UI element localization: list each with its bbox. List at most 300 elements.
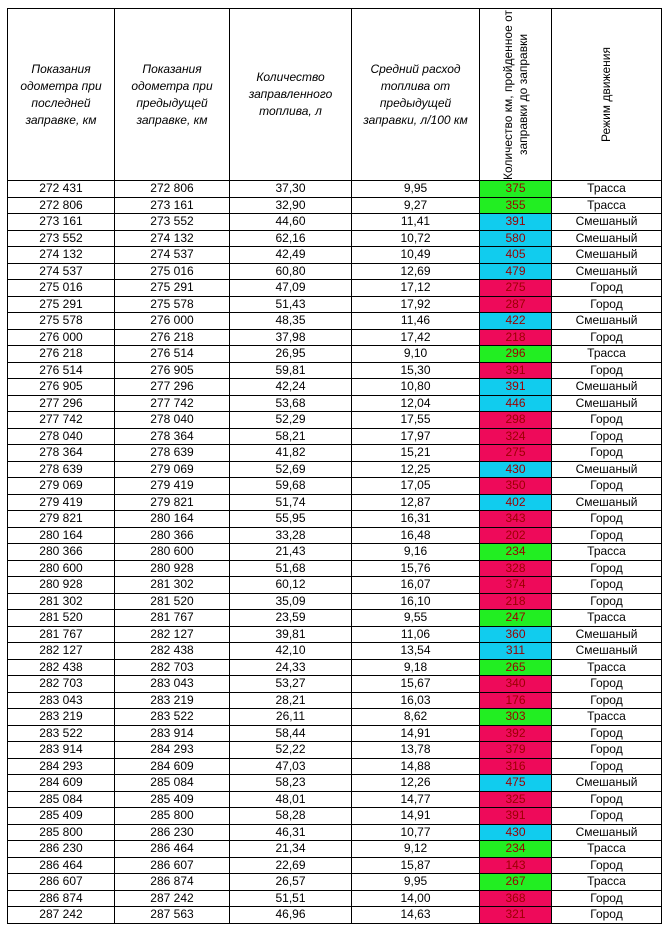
cell-driving-mode[interactable]: Смешаный: [552, 643, 662, 660]
table-row: [8, 890, 662, 907]
cell-avg-consumption[interactable]: 14,63: [352, 907, 480, 924]
cell-avg-consumption[interactable]: 15,30: [352, 362, 480, 379]
cell-avg-consumption[interactable]: 16,48: [352, 527, 480, 544]
table-row: [8, 230, 662, 247]
cell-fuel-amount[interactable]: 58,44: [230, 725, 352, 742]
cell-prev-odometer[interactable]: 275 578: [115, 296, 230, 313]
cell-prev-odometer[interactable]: 275 291: [115, 280, 230, 297]
cell-driving-mode[interactable]: Город: [552, 511, 662, 528]
header-km-driven[interactable]: [480, 9, 552, 181]
cell-prev-odometer[interactable]: 285 409: [115, 791, 230, 808]
cell-avg-consumption[interactable]: 9,16: [352, 544, 480, 561]
cell-km-driven[interactable]: 355: [480, 197, 552, 214]
cell-fuel-amount[interactable]: 60,12: [230, 577, 352, 594]
cell-km-driven[interactable]: 430: [480, 824, 552, 841]
cell-last-odometer[interactable]: 281 520: [8, 610, 115, 627]
cell-fuel-amount[interactable]: 53,68: [230, 395, 352, 412]
cell-driving-mode[interactable]: Смешаный: [552, 214, 662, 231]
cell-avg-consumption[interactable]: 14,91: [352, 725, 480, 742]
cell-driving-mode[interactable]: Город: [552, 412, 662, 429]
cell-fuel-amount[interactable]: 41,82: [230, 445, 352, 462]
cell-km-driven[interactable]: 475: [480, 775, 552, 792]
cell-km-driven[interactable]: 479: [480, 263, 552, 280]
table-row: [8, 560, 662, 577]
cell-km-driven[interactable]: 422: [480, 313, 552, 330]
header-last-odometer[interactable]: Показания одометра при последней заправке, км: [8, 9, 115, 181]
cell-last-odometer[interactable]: 275 016: [8, 280, 115, 297]
cell-avg-consumption[interactable]: 15,76: [352, 560, 480, 577]
cell-driving-mode[interactable]: Смешаный: [552, 626, 662, 643]
cell-avg-consumption[interactable]: 10,72: [352, 230, 480, 247]
cell-avg-consumption[interactable]: 10,80: [352, 379, 480, 396]
cell-km-driven[interactable]: 368: [480, 890, 552, 907]
table-row: [8, 511, 662, 528]
cell-fuel-amount[interactable]: 59,81: [230, 362, 352, 379]
cell-fuel-amount[interactable]: 58,21: [230, 428, 352, 445]
cell-last-odometer[interactable]: 283 219: [8, 709, 115, 726]
cell-prev-odometer[interactable]: 275 016: [115, 263, 230, 280]
cell-avg-consumption[interactable]: 11,06: [352, 626, 480, 643]
cell-last-odometer[interactable]: 272 806: [8, 197, 115, 214]
cell-last-odometer[interactable]: 274 132: [8, 247, 115, 264]
cell-prev-odometer[interactable]: 283 522: [115, 709, 230, 726]
cell-last-odometer[interactable]: 280 600: [8, 560, 115, 577]
cell-driving-mode[interactable]: Трасса: [552, 874, 662, 891]
cell-fuel-amount[interactable]: 42,10: [230, 643, 352, 660]
cell-last-odometer[interactable]: 282 127: [8, 643, 115, 660]
cell-avg-consumption[interactable]: 16,07: [352, 577, 480, 594]
cell-prev-odometer[interactable]: 277 296: [115, 379, 230, 396]
cell-km-driven[interactable]: 391: [480, 214, 552, 231]
cell-km-driven[interactable]: 247: [480, 610, 552, 627]
cell-driving-mode[interactable]: Смешаный: [552, 461, 662, 478]
cell-km-driven[interactable]: 405: [480, 247, 552, 264]
cell-last-odometer[interactable]: 282 438: [8, 659, 115, 676]
cell-driving-mode[interactable]: Трасса: [552, 610, 662, 627]
cell-km-driven[interactable]: 360: [480, 626, 552, 643]
cell-driving-mode[interactable]: Смешаный: [552, 247, 662, 264]
cell-prev-odometer[interactable]: 286 607: [115, 857, 230, 874]
cell-fuel-amount[interactable]: 23,59: [230, 610, 352, 627]
cell-km-driven[interactable]: 296: [480, 346, 552, 363]
cell-last-odometer[interactable]: 278 639: [8, 461, 115, 478]
table-row: [8, 775, 662, 792]
table-row: [8, 329, 662, 346]
cell-fuel-amount[interactable]: 55,95: [230, 511, 352, 528]
cell-km-driven[interactable]: 430: [480, 461, 552, 478]
cell-fuel-amount[interactable]: 51,51: [230, 890, 352, 907]
cell-km-driven[interactable]: 324: [480, 428, 552, 445]
cell-prev-odometer[interactable]: 285 800: [115, 808, 230, 825]
table-row: [8, 197, 662, 214]
cell-fuel-amount[interactable]: 53,27: [230, 676, 352, 693]
cell-fuel-amount[interactable]: 42,24: [230, 379, 352, 396]
cell-km-driven[interactable]: 287: [480, 296, 552, 313]
cell-driving-mode[interactable]: Город: [552, 808, 662, 825]
cell-fuel-amount[interactable]: 52,29: [230, 412, 352, 429]
cell-last-odometer[interactable]: 285 084: [8, 791, 115, 808]
cell-avg-consumption[interactable]: 12,69: [352, 263, 480, 280]
cell-prev-odometer[interactable]: 287 242: [115, 890, 230, 907]
cell-prev-odometer[interactable]: 276 218: [115, 329, 230, 346]
cell-km-driven[interactable]: 391: [480, 362, 552, 379]
cell-driving-mode[interactable]: Смешаный: [552, 395, 662, 412]
cell-fuel-amount[interactable]: 51,68: [230, 560, 352, 577]
cell-last-odometer[interactable]: 275 291: [8, 296, 115, 313]
cell-km-driven[interactable]: 311: [480, 643, 552, 660]
cell-km-driven[interactable]: 316: [480, 758, 552, 775]
cell-km-driven[interactable]: 325: [480, 791, 552, 808]
cell-avg-consumption[interactable]: 17,05: [352, 478, 480, 495]
cell-prev-odometer[interactable]: 278 364: [115, 428, 230, 445]
cell-prev-odometer[interactable]: 284 293: [115, 742, 230, 759]
cell-fuel-amount[interactable]: 62,16: [230, 230, 352, 247]
cell-driving-mode[interactable]: Город: [552, 296, 662, 313]
cell-last-odometer[interactable]: 273 161: [8, 214, 115, 231]
cell-driving-mode[interactable]: Город: [552, 791, 662, 808]
cell-fuel-amount[interactable]: 39,81: [230, 626, 352, 643]
table-row: [8, 676, 662, 693]
table-row: [8, 181, 662, 198]
cell-fuel-amount[interactable]: 21,34: [230, 841, 352, 858]
cell-fuel-amount[interactable]: 60,80: [230, 263, 352, 280]
cell-driving-mode[interactable]: Смешаный: [552, 313, 662, 330]
cell-avg-consumption[interactable]: 12,04: [352, 395, 480, 412]
cell-last-odometer[interactable]: 284 293: [8, 758, 115, 775]
cell-fuel-amount[interactable]: 26,11: [230, 709, 352, 726]
cell-km-driven[interactable]: 275: [480, 445, 552, 462]
table-row: [8, 445, 662, 462]
cell-prev-odometer[interactable]: 281 520: [115, 593, 230, 610]
cell-fuel-amount[interactable]: 28,21: [230, 692, 352, 709]
cell-fuel-amount[interactable]: 37,30: [230, 181, 352, 198]
cell-driving-mode[interactable]: Город: [552, 692, 662, 709]
cell-last-odometer[interactable]: 286 230: [8, 841, 115, 858]
cell-km-driven[interactable]: 379: [480, 742, 552, 759]
table-row: [8, 395, 662, 412]
cell-avg-consumption[interactable]: 9,27: [352, 197, 480, 214]
cell-last-odometer[interactable]: 282 703: [8, 676, 115, 693]
cell-driving-mode[interactable]: Город: [552, 907, 662, 924]
cell-last-odometer[interactable]: 273 552: [8, 230, 115, 247]
cell-prev-odometer[interactable]: 280 928: [115, 560, 230, 577]
cell-avg-consumption[interactable]: 11,46: [352, 313, 480, 330]
cell-avg-consumption[interactable]: 15,21: [352, 445, 480, 462]
cell-avg-consumption[interactable]: 9,10: [352, 346, 480, 363]
cell-driving-mode[interactable]: Город: [552, 560, 662, 577]
cell-fuel-amount[interactable]: 37,98: [230, 329, 352, 346]
cell-fuel-amount[interactable]: 22,69: [230, 857, 352, 874]
cell-prev-odometer[interactable]: 280 164: [115, 511, 230, 528]
cell-driving-mode[interactable]: Город: [552, 329, 662, 346]
cell-driving-mode[interactable]: Смешаный: [552, 824, 662, 841]
cell-avg-consumption[interactable]: 12,26: [352, 775, 480, 792]
cell-prev-odometer[interactable]: 282 703: [115, 659, 230, 676]
header-avg-consumption[interactable]: Средний расход топлива от предыдущей заправки, л/100 км: [352, 9, 480, 181]
cell-km-driven[interactable]: 321: [480, 907, 552, 924]
cell-avg-consumption[interactable]: 16,31: [352, 511, 480, 528]
cell-last-odometer[interactable]: 278 364: [8, 445, 115, 462]
header-prev-odometer[interactable]: Показания одометра при предыдущей заправке, км: [115, 9, 230, 181]
table-row: [8, 412, 662, 429]
table-row: [8, 791, 662, 808]
cell-prev-odometer[interactable]: 286 874: [115, 874, 230, 891]
cell-driving-mode[interactable]: Город: [552, 593, 662, 610]
cell-km-driven[interactable]: 446: [480, 395, 552, 412]
cell-driving-mode[interactable]: Трасса: [552, 181, 662, 198]
cell-fuel-amount[interactable]: 51,74: [230, 494, 352, 511]
cell-avg-consumption[interactable]: 17,97: [352, 428, 480, 445]
cell-prev-odometer[interactable]: 286 230: [115, 824, 230, 841]
cell-last-odometer[interactable]: 280 164: [8, 527, 115, 544]
cell-km-driven[interactable]: 328: [480, 560, 552, 577]
cell-prev-odometer[interactable]: 287 563: [115, 907, 230, 924]
cell-km-driven[interactable]: 350: [480, 478, 552, 495]
header-driving-mode[interactable]: [552, 9, 662, 181]
cell-avg-consumption[interactable]: 14,88: [352, 758, 480, 775]
cell-avg-consumption[interactable]: 10,77: [352, 824, 480, 841]
cell-km-driven[interactable]: 143: [480, 857, 552, 874]
cell-prev-odometer[interactable]: 281 767: [115, 610, 230, 627]
cell-km-driven[interactable]: 391: [480, 808, 552, 825]
table-row: [8, 544, 662, 561]
cell-fuel-amount[interactable]: 58,28: [230, 808, 352, 825]
cell-km-driven[interactable]: 202: [480, 527, 552, 544]
cell-km-driven[interactable]: 303: [480, 709, 552, 726]
cell-last-odometer[interactable]: 283 522: [8, 725, 115, 742]
cell-km-driven[interactable]: 267: [480, 874, 552, 891]
cell-prev-odometer[interactable]: 274 132: [115, 230, 230, 247]
cell-prev-odometer[interactable]: 280 600: [115, 544, 230, 561]
table-row: [8, 362, 662, 379]
cell-fuel-amount[interactable]: 42,49: [230, 247, 352, 264]
cell-driving-mode[interactable]: Трасса: [552, 346, 662, 363]
cell-km-driven[interactable]: 391: [480, 379, 552, 396]
cell-fuel-amount[interactable]: 46,96: [230, 907, 352, 924]
cell-fuel-amount[interactable]: 44,60: [230, 214, 352, 231]
cell-fuel-amount[interactable]: 48,35: [230, 313, 352, 330]
cell-avg-consumption[interactable]: 9,18: [352, 659, 480, 676]
cell-fuel-amount[interactable]: 21,43: [230, 544, 352, 561]
cell-last-odometer[interactable]: 280 366: [8, 544, 115, 561]
cell-avg-consumption[interactable]: 17,55: [352, 412, 480, 429]
cell-avg-consumption[interactable]: 11,41: [352, 214, 480, 231]
cell-avg-consumption[interactable]: 12,25: [352, 461, 480, 478]
cell-prev-odometer[interactable]: 274 537: [115, 247, 230, 264]
cell-avg-consumption[interactable]: 15,87: [352, 857, 480, 874]
cell-km-driven[interactable]: 580: [480, 230, 552, 247]
cell-prev-odometer[interactable]: 273 161: [115, 197, 230, 214]
cell-avg-consumption[interactable]: 9,12: [352, 841, 480, 858]
cell-prev-odometer[interactable]: 281 302: [115, 577, 230, 594]
cell-driving-mode[interactable]: Город: [552, 478, 662, 495]
cell-km-driven[interactable]: 176: [480, 692, 552, 709]
cell-driving-mode[interactable]: Смешаный: [552, 379, 662, 396]
cell-prev-odometer[interactable]: 282 127: [115, 626, 230, 643]
cell-avg-consumption[interactable]: 9,95: [352, 181, 480, 198]
cell-driving-mode[interactable]: Город: [552, 527, 662, 544]
cell-prev-odometer[interactable]: 283 043: [115, 676, 230, 693]
cell-prev-odometer[interactable]: 283 219: [115, 692, 230, 709]
cell-avg-consumption[interactable]: 17,42: [352, 329, 480, 346]
cell-driving-mode[interactable]: Трасса: [552, 659, 662, 676]
cell-fuel-amount[interactable]: 47,09: [230, 280, 352, 297]
cell-fuel-amount[interactable]: 58,23: [230, 775, 352, 792]
cell-avg-consumption[interactable]: 14,77: [352, 791, 480, 808]
cell-last-odometer[interactable]: 287 242: [8, 907, 115, 924]
cell-last-odometer[interactable]: 279 821: [8, 511, 115, 528]
cell-prev-odometer[interactable]: 280 366: [115, 527, 230, 544]
cell-km-driven[interactable]: 343: [480, 511, 552, 528]
cell-km-driven[interactable]: 340: [480, 676, 552, 693]
table-row: [8, 313, 662, 330]
cell-driving-mode[interactable]: Город: [552, 742, 662, 759]
cell-driving-mode[interactable]: Город: [552, 428, 662, 445]
cell-driving-mode[interactable]: Смешаный: [552, 263, 662, 280]
cell-driving-mode[interactable]: Смешаный: [552, 775, 662, 792]
cell-last-odometer[interactable]: 286 607: [8, 874, 115, 891]
cell-prev-odometer[interactable]: 286 464: [115, 841, 230, 858]
cell-fuel-amount[interactable]: 51,43: [230, 296, 352, 313]
cell-avg-consumption[interactable]: 16,03: [352, 692, 480, 709]
cell-prev-odometer[interactable]: 276 000: [115, 313, 230, 330]
cell-prev-odometer[interactable]: 276 905: [115, 362, 230, 379]
cell-last-odometer[interactable]: 284 609: [8, 775, 115, 792]
table-row: [8, 824, 662, 841]
cell-driving-mode[interactable]: Город: [552, 280, 662, 297]
cell-last-odometer[interactable]: 280 928: [8, 577, 115, 594]
cell-driving-mode[interactable]: Трасса: [552, 544, 662, 561]
cell-fuel-amount[interactable]: 47,03: [230, 758, 352, 775]
cell-prev-odometer[interactable]: 279 069: [115, 461, 230, 478]
cell-driving-mode[interactable]: Город: [552, 890, 662, 907]
fuel-log-table: [7, 8, 662, 924]
header-km-driven-text: Количество км, пройденное от заправки до заправки: [500, 9, 530, 180]
cell-km-driven[interactable]: 298: [480, 412, 552, 429]
cell-last-odometer[interactable]: 286 874: [8, 890, 115, 907]
cell-driving-mode[interactable]: Город: [552, 676, 662, 693]
cell-last-odometer[interactable]: 279 419: [8, 494, 115, 511]
cell-driving-mode[interactable]: Смешаный: [552, 230, 662, 247]
cell-prev-odometer[interactable]: 279 419: [115, 478, 230, 495]
cell-last-odometer[interactable]: 281 767: [8, 626, 115, 643]
table-row: [8, 527, 662, 544]
cell-driving-mode[interactable]: Смешаный: [552, 494, 662, 511]
cell-km-driven[interactable]: 218: [480, 593, 552, 610]
cell-km-driven[interactable]: 234: [480, 841, 552, 858]
table-row: [8, 643, 662, 660]
cell-last-odometer[interactable]: 275 578: [8, 313, 115, 330]
cell-avg-consumption[interactable]: 8,62: [352, 709, 480, 726]
cell-avg-consumption[interactable]: 13,54: [352, 643, 480, 660]
cell-avg-consumption[interactable]: 15,67: [352, 676, 480, 693]
cell-prev-odometer[interactable]: 278 639: [115, 445, 230, 462]
cell-last-odometer[interactable]: 278 040: [8, 428, 115, 445]
cell-prev-odometer[interactable]: 273 552: [115, 214, 230, 231]
cell-fuel-amount[interactable]: 26,95: [230, 346, 352, 363]
cell-last-odometer[interactable]: 272 431: [8, 181, 115, 198]
cell-avg-consumption[interactable]: 17,92: [352, 296, 480, 313]
cell-km-driven[interactable]: 275: [480, 280, 552, 297]
cell-driving-mode[interactable]: Город: [552, 758, 662, 775]
cell-last-odometer[interactable]: 285 409: [8, 808, 115, 825]
cell-last-odometer[interactable]: 285 800: [8, 824, 115, 841]
cell-driving-mode[interactable]: Город: [552, 577, 662, 594]
cell-avg-consumption[interactable]: 9,95: [352, 874, 480, 891]
cell-avg-consumption[interactable]: 14,00: [352, 890, 480, 907]
cell-fuel-amount[interactable]: 52,22: [230, 742, 352, 759]
cell-driving-mode[interactable]: Город: [552, 362, 662, 379]
cell-last-odometer[interactable]: 276 905: [8, 379, 115, 396]
cell-last-odometer[interactable]: 274 537: [8, 263, 115, 280]
cell-km-driven[interactable]: 265: [480, 659, 552, 676]
cell-prev-odometer[interactable]: 278 040: [115, 412, 230, 429]
cell-km-driven[interactable]: 218: [480, 329, 552, 346]
cell-km-driven[interactable]: 392: [480, 725, 552, 742]
cell-fuel-amount[interactable]: 24,33: [230, 659, 352, 676]
table-row: [8, 626, 662, 643]
cell-fuel-amount[interactable]: 48,01: [230, 791, 352, 808]
cell-prev-odometer[interactable]: 284 609: [115, 758, 230, 775]
header-fuel-amount[interactable]: Количество заправленного топлива, л: [230, 9, 352, 181]
cell-avg-consumption[interactable]: 14,91: [352, 808, 480, 825]
cell-fuel-amount[interactable]: 35,09: [230, 593, 352, 610]
cell-last-odometer[interactable]: 277 296: [8, 395, 115, 412]
cell-avg-consumption[interactable]: 10,49: [352, 247, 480, 264]
cell-avg-consumption[interactable]: 13,78: [352, 742, 480, 759]
cell-avg-consumption[interactable]: 17,12: [352, 280, 480, 297]
cell-last-odometer[interactable]: 276 218: [8, 346, 115, 363]
cell-driving-mode[interactable]: Трасса: [552, 841, 662, 858]
cell-km-driven[interactable]: 375: [480, 181, 552, 198]
cell-last-odometer[interactable]: 279 069: [8, 478, 115, 495]
cell-prev-odometer[interactable]: 276 514: [115, 346, 230, 363]
cell-fuel-amount[interactable]: 33,28: [230, 527, 352, 544]
cell-fuel-amount[interactable]: 26,57: [230, 874, 352, 891]
header-driving-mode-text: Режим движения: [599, 47, 613, 142]
cell-last-odometer[interactable]: 276 514: [8, 362, 115, 379]
cell-last-odometer[interactable]: 277 742: [8, 412, 115, 429]
cell-fuel-amount[interactable]: 52,69: [230, 461, 352, 478]
cell-prev-odometer[interactable]: 279 821: [115, 494, 230, 511]
cell-avg-consumption[interactable]: 16,10: [352, 593, 480, 610]
cell-last-odometer[interactable]: 281 302: [8, 593, 115, 610]
cell-fuel-amount[interactable]: 59,68: [230, 478, 352, 495]
table-row: [8, 725, 662, 742]
cell-fuel-amount[interactable]: 46,31: [230, 824, 352, 841]
cell-avg-consumption[interactable]: 9,55: [352, 610, 480, 627]
cell-fuel-amount[interactable]: 32,90: [230, 197, 352, 214]
cell-driving-mode[interactable]: Город: [552, 445, 662, 462]
cell-driving-mode[interactable]: Город: [552, 725, 662, 742]
cell-km-driven[interactable]: 374: [480, 577, 552, 594]
cell-km-driven[interactable]: 402: [480, 494, 552, 511]
cell-prev-odometer[interactable]: 277 742: [115, 395, 230, 412]
cell-driving-mode[interactable]: Трасса: [552, 197, 662, 214]
cell-prev-odometer[interactable]: 272 806: [115, 181, 230, 198]
cell-last-odometer[interactable]: 283 914: [8, 742, 115, 759]
cell-km-driven[interactable]: 234: [480, 544, 552, 561]
cell-prev-odometer[interactable]: 283 914: [115, 725, 230, 742]
cell-prev-odometer[interactable]: 282 438: [115, 643, 230, 660]
cell-last-odometer[interactable]: 276 000: [8, 329, 115, 346]
cell-last-odometer[interactable]: 283 043: [8, 692, 115, 709]
cell-driving-mode[interactable]: Город: [552, 857, 662, 874]
cell-driving-mode[interactable]: Трасса: [552, 709, 662, 726]
cell-prev-odometer[interactable]: 285 084: [115, 775, 230, 792]
cell-last-odometer[interactable]: 286 464: [8, 857, 115, 874]
cell-avg-consumption[interactable]: 12,87: [352, 494, 480, 511]
